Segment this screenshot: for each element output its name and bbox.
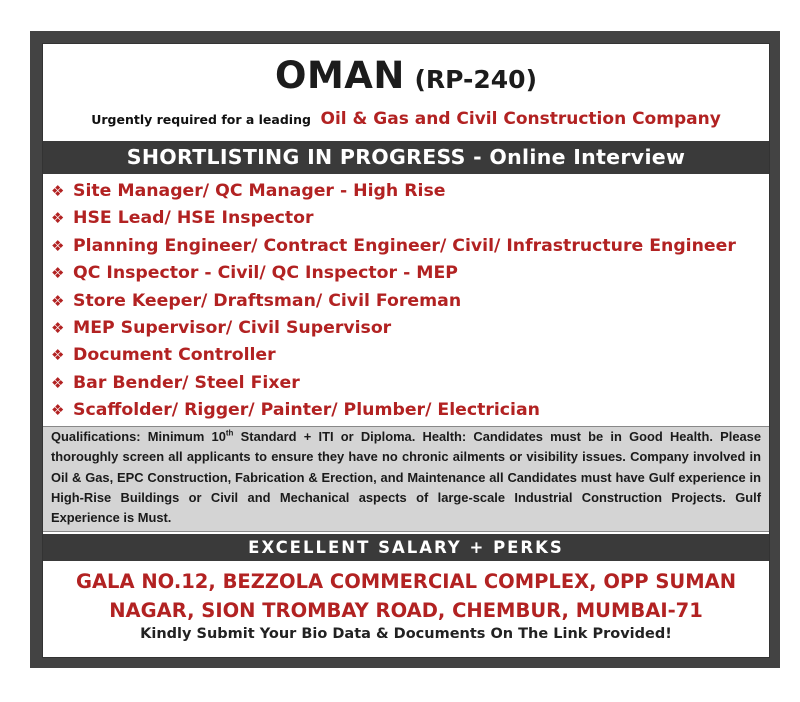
qualifications-block	[43, 426, 769, 532]
job-item	[51, 315, 769, 342]
company-type: Oil & Gas and Civil Construction Company	[320, 109, 721, 129]
diamond-bullet-icon: ❖	[51, 401, 65, 420]
diamond-bullet-icon: ❖	[51, 291, 65, 310]
job-item	[51, 233, 769, 260]
poster-title	[43, 54, 769, 97]
banner-status: SHORTLISTING IN PROGRESS	[126, 145, 466, 169]
job-title: Scaffolder/ Rigger/ Painter/ Plumber/ Electrician	[73, 400, 540, 421]
address-line-2: NAGAR, SION TROMBAY ROAD, CHEMBUR, MUMBAI-71	[109, 599, 703, 622]
job-item	[51, 397, 769, 424]
ordinal-suffix: th	[225, 428, 234, 438]
address-line-1: GALA NO.12, BEZZOLA COMMERCIAL COMPLEX, OPP SUMAN	[75, 570, 737, 593]
diamond-bullet-icon: ❖	[51, 209, 65, 228]
qualifications-text-rest: Standard + ITI or Diploma. Health: Candidates must be in Good Health. Please thoroughly screen all applicants to ensure they have no chronic ailments or visibility issues. Company involved in Oil & Gas, EPC Construction, Fabrication & Erection, and Maintenance all Candidates must have Gulf experience in High-Rise Buildings or Civil and Mechanical aspects of large-scale Industrial Construction Projects. Gulf Experience is Must.	[51, 429, 762, 526]
job-title: QC Inspector - Civil/ QC Inspector - MEP	[73, 263, 458, 284]
diamond-bullet-icon: ❖	[51, 264, 65, 283]
office-address	[43, 567, 769, 625]
job-item	[51, 260, 769, 287]
reference-code: (RP-240)	[414, 65, 537, 94]
job-title: MEP Supervisor/ Civil Supervisor	[73, 317, 392, 338]
subtitle-lead: Urgently required for a leading	[91, 112, 311, 127]
diamond-bullet-icon: ❖	[51, 318, 65, 337]
diamond-bullet-icon: ❖	[51, 182, 65, 200]
qualifications-text-start: Qualifications: Minimum 10	[51, 429, 226, 444]
job-title: Planning Engineer/ Contract Engineer/ Civil/ Infrastructure Engineer	[73, 235, 736, 256]
diamond-bullet-icon: ❖	[51, 346, 65, 365]
subtitle	[43, 109, 769, 129]
diamond-bullet-icon: ❖	[51, 373, 65, 392]
job-title: Bar Bender/ Steel Fixer	[73, 372, 300, 393]
job-item	[51, 342, 769, 369]
job-title: Site Manager/ QC Manager - High Rise	[73, 181, 446, 201]
banner-interview: - Online Interview	[465, 145, 686, 169]
job-list	[51, 178, 769, 425]
job-title: Document Controller	[73, 345, 276, 366]
shortlisting-banner	[43, 141, 769, 174]
poster-panel	[42, 43, 770, 658]
job-title: HSE Lead/ HSE Inspector	[73, 208, 314, 229]
job-item	[51, 178, 769, 205]
submission-note: Kindly Submit Your Bio Data & Documents On The Link Provided!	[140, 626, 672, 642]
job-item	[51, 370, 769, 397]
salary-perks-banner: EXCELLENT SALARY + PERKS	[43, 534, 769, 561]
job-title: Store Keeper/ Draftsman/ Civil Foreman	[73, 290, 462, 311]
diamond-bullet-icon: ❖	[51, 236, 65, 255]
job-item	[51, 288, 769, 315]
job-item	[51, 205, 769, 232]
country-title: OMAN	[275, 54, 405, 97]
